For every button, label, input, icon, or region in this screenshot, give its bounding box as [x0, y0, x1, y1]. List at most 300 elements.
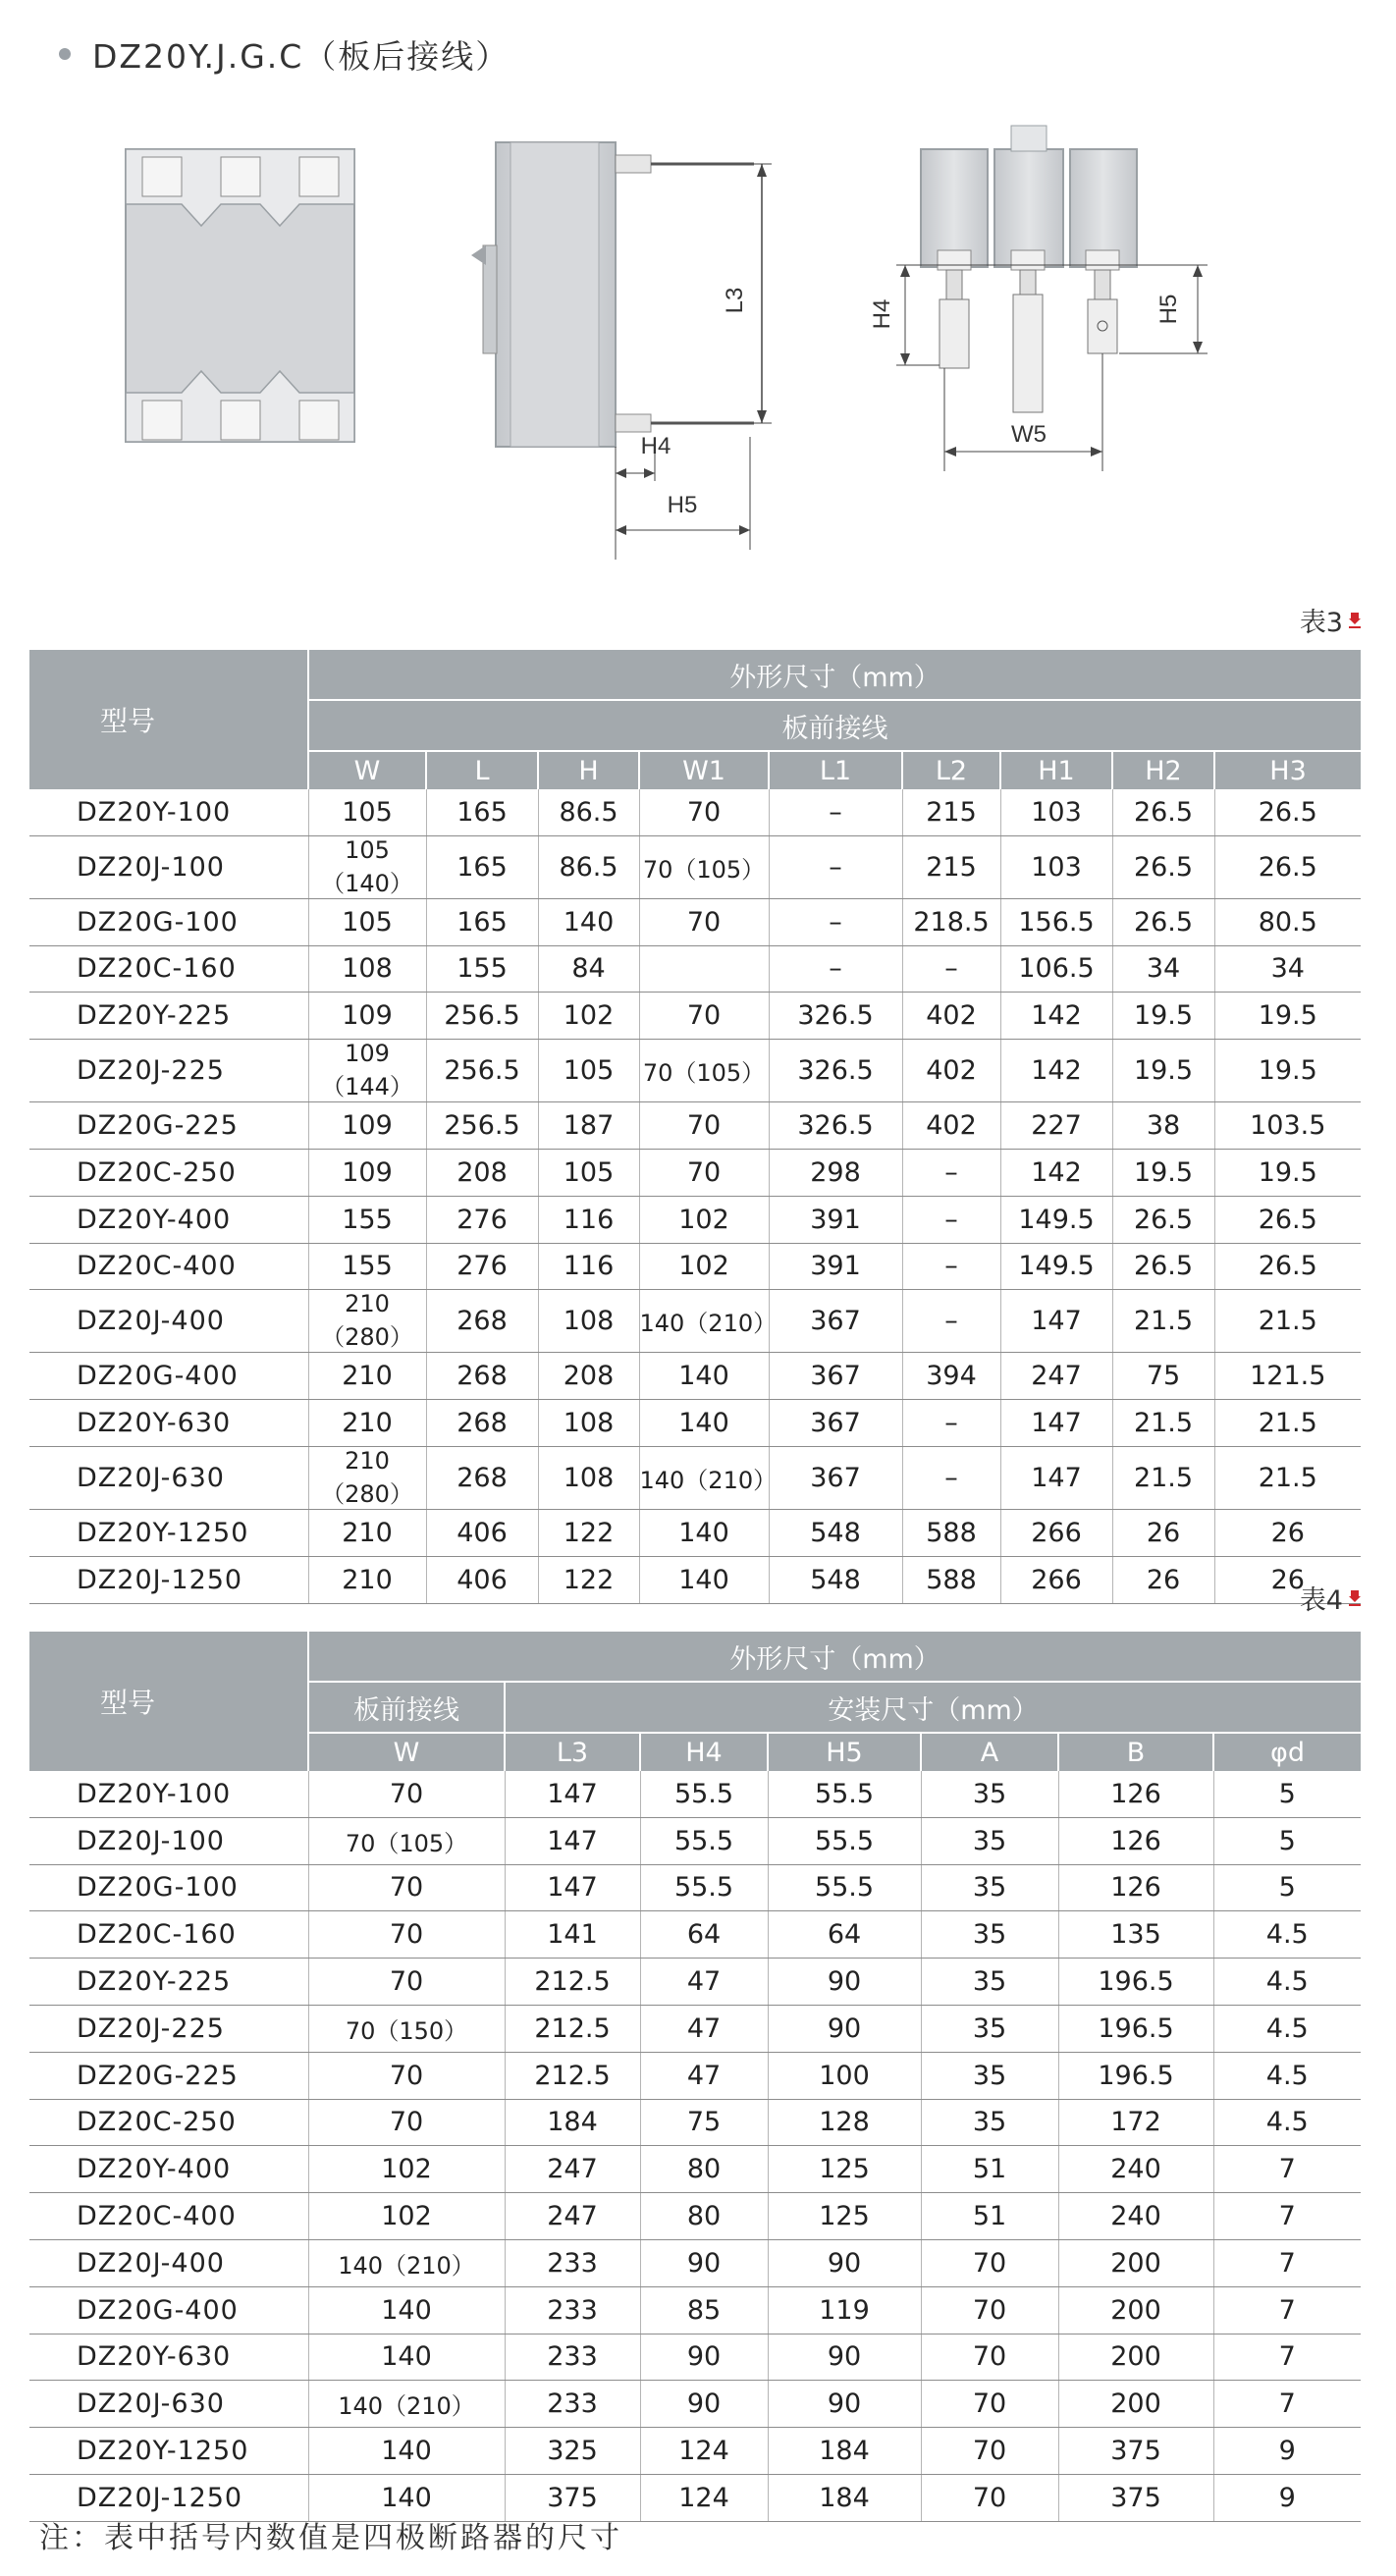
value-cell: 268 — [426, 1290, 538, 1353]
value-cell: 326.5 — [769, 1040, 902, 1102]
label-w5: W5 — [1011, 421, 1047, 448]
value-cell: 210 — [308, 1509, 426, 1556]
value-cell: 35 — [921, 1817, 1058, 1864]
value-cell: 142 — [1000, 1149, 1112, 1196]
value-cell: 548 — [769, 1509, 902, 1556]
table-row — [29, 945, 1361, 993]
table3 — [29, 650, 1361, 1604]
table4-col-header: A — [921, 1733, 1058, 1771]
value-cell: 268 — [426, 1446, 538, 1509]
value-cell: 247 — [505, 2146, 640, 2193]
value-cell: 375 — [1058, 2428, 1213, 2475]
value-cell: 9 — [1213, 2474, 1361, 2521]
value-cell: 367 — [769, 1290, 902, 1353]
value-cell: 34 — [1112, 945, 1214, 993]
value-cell: 90 — [640, 2239, 768, 2286]
value-cell: 142 — [1000, 993, 1112, 1040]
table3-caption — [1300, 601, 1361, 639]
value-cell: 80.5 — [1214, 898, 1361, 945]
value-cell: 5 — [1213, 1864, 1361, 1911]
value-cell: 155 — [308, 1243, 426, 1290]
value-cell: 90 — [640, 2381, 768, 2428]
value-cell: 215 — [902, 789, 1000, 835]
value-cell: 147 — [1000, 1446, 1112, 1509]
value-cell: – — [902, 1149, 1000, 1196]
value-cell: 124 — [640, 2474, 768, 2521]
value-cell: 55.5 — [768, 1864, 921, 1911]
value-cell: 402 — [902, 993, 1000, 1040]
rear-view — [869, 126, 1208, 471]
table4-col-header: H4 — [640, 1733, 768, 1771]
table-row — [29, 2146, 1361, 2193]
value-cell: 19.5 — [1214, 993, 1361, 1040]
value-cell: – — [902, 1243, 1000, 1290]
value-cell: 165 — [426, 835, 538, 898]
value-cell: 140 — [308, 2334, 505, 2381]
value-cell: 21.5 — [1112, 1400, 1214, 1447]
model-cell: DZ20J-630 — [29, 1446, 308, 1509]
bullet-icon — [59, 48, 71, 60]
table-row — [29, 835, 1361, 898]
value-cell: 325 — [505, 2428, 640, 2475]
value-cell: 116 — [538, 1243, 639, 1290]
value-cell: 140（210） — [639, 1446, 769, 1509]
value-cell: 126 — [1058, 1771, 1213, 1817]
value-cell: 70 — [308, 1771, 505, 1817]
value-cell: 21.5 — [1112, 1446, 1214, 1509]
value-cell: 7 — [1213, 2193, 1361, 2240]
value-cell: 26.5 — [1214, 1243, 1361, 1290]
value-cell: 26.5 — [1112, 789, 1214, 835]
label-h5-rear: H5 — [1155, 294, 1182, 325]
value-cell: 19.5 — [1214, 1040, 1361, 1102]
value-cell: 588 — [902, 1556, 1000, 1603]
value-cell: 64 — [768, 1911, 921, 1959]
value-cell: 85 — [640, 2286, 768, 2334]
value-cell: 140 — [308, 2286, 505, 2334]
section-title-row — [59, 29, 510, 79]
value-cell: 135 — [1058, 1911, 1213, 1959]
value-cell: 116 — [538, 1196, 639, 1243]
value-cell: 402 — [902, 1040, 1000, 1102]
value-cell: 147 — [1000, 1290, 1112, 1353]
value-cell: 200 — [1058, 2334, 1213, 2381]
value-cell: – — [769, 789, 902, 835]
model-cell: DZ20Y-100 — [29, 1771, 308, 1817]
value-cell: 233 — [505, 2286, 640, 2334]
table4 — [29, 1632, 1361, 2522]
value-cell: 298 — [769, 1149, 902, 1196]
value-cell: 55.5 — [640, 1771, 768, 1817]
value-cell: 7 — [1213, 2381, 1361, 2428]
table4-header-sub-right: 安装尺寸（mm） — [505, 1682, 1361, 1733]
value-cell: 367 — [769, 1353, 902, 1400]
value-cell: 215 — [902, 835, 1000, 898]
value-cell: 268 — [426, 1400, 538, 1447]
value-cell: 210 — [308, 1400, 426, 1447]
value-cell: – — [902, 1196, 1000, 1243]
value-cell: 26 — [1214, 1556, 1361, 1603]
model-cell: DZ20C-400 — [29, 1243, 308, 1290]
value-cell: 80 — [640, 2193, 768, 2240]
model-cell: DZ20Y-630 — [29, 2334, 308, 2381]
value-cell: 149.5 — [1000, 1196, 1112, 1243]
table-row — [29, 1040, 1361, 1102]
table3-col-header: L — [426, 751, 538, 789]
model-cell: DZ20J-100 — [29, 835, 308, 898]
value-cell: 105 — [538, 1040, 639, 1102]
table3-header-sub: 板前接线 — [308, 700, 1361, 751]
value-cell: 90 — [768, 2005, 921, 2052]
value-cell: 19.5 — [1112, 1040, 1214, 1102]
value-cell: 109（144） — [308, 1040, 426, 1102]
model-cell: DZ20C-400 — [29, 2193, 308, 2240]
value-cell: 105 — [538, 1149, 639, 1196]
value-cell: 140 — [639, 1556, 769, 1603]
value-cell: 184 — [505, 2099, 640, 2146]
value-cell: 212.5 — [505, 2052, 640, 2099]
model-cell: DZ20J-400 — [29, 1290, 308, 1353]
value-cell: 26.5 — [1112, 898, 1214, 945]
value-cell: 19.5 — [1214, 1149, 1361, 1196]
value-cell: 140（210） — [639, 1290, 769, 1353]
value-cell: 147 — [505, 1771, 640, 1817]
value-cell: 233 — [505, 2381, 640, 2428]
value-cell: 247 — [505, 2193, 640, 2240]
model-cell: DZ20Y-400 — [29, 1196, 308, 1243]
model-cell: DZ20Y-1250 — [29, 1509, 308, 1556]
model-cell: DZ20J-1250 — [29, 1556, 308, 1603]
value-cell: 75 — [1112, 1353, 1214, 1400]
table-row — [29, 1959, 1361, 2006]
table-row — [29, 1864, 1361, 1911]
table4-col-header: W — [308, 1733, 505, 1771]
value-cell: 4.5 — [1213, 2005, 1361, 2052]
value-cell: 406 — [426, 1509, 538, 1556]
table-row — [29, 1911, 1361, 1959]
value-cell: 102 — [538, 993, 639, 1040]
table-row — [29, 1446, 1361, 1509]
table-row — [29, 2428, 1361, 2475]
value-cell: 266 — [1000, 1556, 1112, 1603]
value-cell: 70 — [921, 2286, 1058, 2334]
footnote: 注：表中括号内数值是四极断路器的尺寸 — [39, 2521, 622, 2555]
value-cell: 276 — [426, 1196, 538, 1243]
value-cell: 109 — [308, 1102, 426, 1150]
table-row — [29, 2052, 1361, 2099]
value-cell: 187 — [538, 1102, 639, 1150]
value-cell: 172 — [1058, 2099, 1213, 2146]
value-cell: 240 — [1058, 2193, 1213, 2240]
value-cell — [639, 945, 769, 993]
model-cell: DZ20J-225 — [29, 1040, 308, 1102]
table4-col-header: H5 — [768, 1733, 921, 1771]
table4-header-model: 型号 — [29, 1632, 308, 1771]
value-cell: 21.5 — [1214, 1446, 1361, 1509]
value-cell: 233 — [505, 2334, 640, 2381]
value-cell: 165 — [426, 898, 538, 945]
value-cell: 200 — [1058, 2286, 1213, 2334]
value-cell: 402 — [902, 1102, 1000, 1150]
value-cell: 184 — [768, 2428, 921, 2475]
value-cell: 268 — [426, 1353, 538, 1400]
table3-col-header: W1 — [639, 751, 769, 789]
value-cell: 102 — [639, 1196, 769, 1243]
side-view — [471, 142, 772, 560]
value-cell: 70 — [639, 1102, 769, 1150]
value-cell: 70（105） — [639, 835, 769, 898]
value-cell: 9 — [1213, 2428, 1361, 2475]
value-cell: 200 — [1058, 2239, 1213, 2286]
value-cell: 35 — [921, 2052, 1058, 2099]
value-cell: 26 — [1112, 1509, 1214, 1556]
table-row — [29, 1400, 1361, 1447]
value-cell: 109 — [308, 1149, 426, 1196]
table-row — [29, 993, 1361, 1040]
value-cell: 70 — [308, 1864, 505, 1911]
table-row — [29, 1149, 1361, 1196]
value-cell: 247 — [1000, 1353, 1112, 1400]
model-cell: DZ20G-100 — [29, 1864, 308, 1911]
value-cell: 7 — [1213, 2286, 1361, 2334]
model-cell: DZ20G-100 — [29, 898, 308, 945]
value-cell: 391 — [769, 1243, 902, 1290]
value-cell: 80 — [640, 2146, 768, 2193]
value-cell: 394 — [902, 1353, 1000, 1400]
value-cell: 140（210） — [308, 2381, 505, 2428]
download-arrow-icon — [1349, 613, 1361, 628]
table-row — [29, 1196, 1361, 1243]
value-cell: 70 — [308, 1911, 505, 1959]
model-cell: DZ20C-160 — [29, 1911, 308, 1959]
dimension-drawing — [98, 108, 1374, 579]
value-cell: 84 — [538, 945, 639, 993]
value-cell: 105（140） — [308, 835, 426, 898]
table4-header-sub-left: 板前接线 — [308, 1682, 505, 1733]
value-cell: 126 — [1058, 1864, 1213, 1911]
table-row — [29, 1556, 1361, 1603]
value-cell: 105 — [308, 898, 426, 945]
value-cell: 103.5 — [1214, 1102, 1361, 1150]
value-cell: 124 — [640, 2428, 768, 2475]
table4-col-header: φd — [1213, 1733, 1361, 1771]
value-cell: 55.5 — [640, 1817, 768, 1864]
value-cell: 35 — [921, 2005, 1058, 2052]
value-cell: 90 — [768, 2381, 921, 2428]
value-cell: 26.5 — [1112, 1243, 1214, 1290]
table-row — [29, 2286, 1361, 2334]
value-cell: 406 — [426, 1556, 538, 1603]
value-cell: 70（105） — [639, 1040, 769, 1102]
value-cell: 147 — [505, 1864, 640, 1911]
value-cell: 64 — [640, 1911, 768, 1959]
value-cell: 70 — [921, 2474, 1058, 2521]
value-cell: 140（210） — [308, 2239, 505, 2286]
value-cell: 548 — [769, 1556, 902, 1603]
value-cell: 100 — [768, 2052, 921, 2099]
model-cell: DZ20J-1250 — [29, 2474, 308, 2521]
value-cell: 196.5 — [1058, 2052, 1213, 2099]
value-cell: – — [902, 945, 1000, 993]
value-cell: 227 — [1000, 1102, 1112, 1150]
download-arrow-icon — [1349, 1590, 1361, 1606]
table-row — [29, 2193, 1361, 2240]
table4-caption — [1300, 1579, 1361, 1617]
model-cell: DZ20J-630 — [29, 2381, 308, 2428]
table3-col-header: W — [308, 751, 426, 789]
table3-caption-text: 表3 — [1299, 608, 1343, 638]
value-cell: 4.5 — [1213, 1959, 1361, 2006]
value-cell: 210（280） — [308, 1446, 426, 1509]
value-cell: 256.5 — [426, 1102, 538, 1150]
value-cell: 200 — [1058, 2381, 1213, 2428]
table-row — [29, 1817, 1361, 1864]
value-cell: 5 — [1213, 1817, 1361, 1864]
value-cell: 35 — [921, 1864, 1058, 1911]
value-cell: 212.5 — [505, 1959, 640, 2006]
value-cell: 26 — [1112, 1556, 1214, 1603]
value-cell: 70 — [639, 1149, 769, 1196]
value-cell: 70 — [308, 2099, 505, 2146]
value-cell: 26.5 — [1112, 1196, 1214, 1243]
value-cell: 55.5 — [768, 1771, 921, 1817]
value-cell: 140 — [538, 898, 639, 945]
model-cell: DZ20Y-400 — [29, 2146, 308, 2193]
value-cell: 119 — [768, 2286, 921, 2334]
label-l3: L3 — [722, 287, 748, 314]
model-cell: DZ20J-225 — [29, 2005, 308, 2052]
value-cell: 7 — [1213, 2239, 1361, 2286]
model-cell: DZ20G-400 — [29, 1353, 308, 1400]
value-cell: 122 — [538, 1509, 639, 1556]
value-cell: 108 — [538, 1446, 639, 1509]
value-cell: 210 — [308, 1353, 426, 1400]
value-cell: 125 — [768, 2193, 921, 2240]
value-cell: 121.5 — [1214, 1353, 1361, 1400]
value-cell: 35 — [921, 1959, 1058, 2006]
table3-col-header: L1 — [769, 751, 902, 789]
value-cell: 210 — [308, 1556, 426, 1603]
model-cell: DZ20G-225 — [29, 2052, 308, 2099]
model-cell: DZ20C-160 — [29, 945, 308, 993]
value-cell: 266 — [1000, 1509, 1112, 1556]
table4-col-header: B — [1058, 1733, 1213, 1771]
value-cell: 70 — [921, 2239, 1058, 2286]
value-cell: 208 — [426, 1149, 538, 1196]
table-row — [29, 1509, 1361, 1556]
table3-col-header: H2 — [1112, 751, 1214, 789]
value-cell: 196.5 — [1058, 1959, 1213, 2006]
model-cell: DZ20G-400 — [29, 2286, 308, 2334]
value-cell: 149.5 — [1000, 1243, 1112, 1290]
table-row — [29, 2099, 1361, 2146]
value-cell: 51 — [921, 2193, 1058, 2240]
value-cell: – — [902, 1400, 1000, 1447]
value-cell: 196.5 — [1058, 2005, 1213, 2052]
value-cell: 106.5 — [1000, 945, 1112, 993]
value-cell: 5 — [1213, 1771, 1361, 1817]
table-row — [29, 2005, 1361, 2052]
value-cell: 142 — [1000, 1040, 1112, 1102]
model-cell: DZ20Y-225 — [29, 1959, 308, 2006]
value-cell: 367 — [769, 1446, 902, 1509]
value-cell: 70 — [921, 2381, 1058, 2428]
value-cell: 155 — [426, 945, 538, 993]
value-cell: 70 — [639, 789, 769, 835]
value-cell: 165 — [426, 789, 538, 835]
value-cell: 140 — [308, 2428, 505, 2475]
value-cell: 184 — [768, 2474, 921, 2521]
value-cell: 70（105） — [308, 1817, 505, 1864]
label-h4-rear: H4 — [869, 298, 895, 330]
value-cell: 7 — [1213, 2146, 1361, 2193]
value-cell: 108 — [538, 1290, 639, 1353]
value-cell: 102 — [308, 2193, 505, 2240]
value-cell: 140 — [639, 1509, 769, 1556]
value-cell: 125 — [768, 2146, 921, 2193]
value-cell: 141 — [505, 1911, 640, 1959]
value-cell: 140 — [639, 1353, 769, 1400]
value-cell: 34 — [1214, 945, 1361, 993]
value-cell: 147 — [1000, 1400, 1112, 1447]
value-cell: 147 — [505, 1817, 640, 1864]
model-cell: DZ20Y-100 — [29, 789, 308, 835]
value-cell: 70 — [308, 1959, 505, 2006]
value-cell: 276 — [426, 1243, 538, 1290]
model-cell: DZ20G-225 — [29, 1102, 308, 1150]
value-cell: 7 — [1213, 2334, 1361, 2381]
value-cell: 26.5 — [1214, 835, 1361, 898]
value-cell: 70 — [921, 2428, 1058, 2475]
value-cell: 105 — [308, 789, 426, 835]
table3-header-group: 外形尺寸（mm） — [308, 650, 1361, 700]
value-cell: 156.5 — [1000, 898, 1112, 945]
value-cell: 26 — [1214, 1509, 1361, 1556]
value-cell: 208 — [538, 1353, 639, 1400]
table-row — [29, 2381, 1361, 2428]
value-cell: 90 — [768, 1959, 921, 2006]
table4-caption-text: 表4 — [1299, 1585, 1343, 1616]
value-cell: – — [902, 1290, 1000, 1353]
value-cell: 140 — [639, 1400, 769, 1447]
table-row — [29, 789, 1361, 835]
table-row — [29, 1243, 1361, 1290]
table3-col-header: L2 — [902, 751, 1000, 789]
value-cell: 26.5 — [1112, 835, 1214, 898]
label-h4-side: H4 — [640, 433, 671, 459]
table-row — [29, 1290, 1361, 1353]
value-cell: 35 — [921, 1771, 1058, 1817]
table-row — [29, 2334, 1361, 2381]
value-cell: 375 — [505, 2474, 640, 2521]
model-cell: DZ20C-250 — [29, 2099, 308, 2146]
value-cell: 102 — [308, 2146, 505, 2193]
value-cell: 588 — [902, 1509, 1000, 1556]
value-cell: 4.5 — [1213, 2052, 1361, 2099]
value-cell: 126 — [1058, 1817, 1213, 1864]
model-cell: DZ20Y-630 — [29, 1400, 308, 1447]
value-cell: 108 — [308, 945, 426, 993]
value-cell: 391 — [769, 1196, 902, 1243]
table3-col-header: H — [538, 751, 639, 789]
model-cell: DZ20Y-225 — [29, 993, 308, 1040]
value-cell: 35 — [921, 1911, 1058, 1959]
value-cell: 103 — [1000, 789, 1112, 835]
label-h5-side: H5 — [667, 492, 698, 518]
value-cell: 86.5 — [538, 789, 639, 835]
value-cell: 55.5 — [640, 1864, 768, 1911]
front-view — [126, 149, 354, 442]
